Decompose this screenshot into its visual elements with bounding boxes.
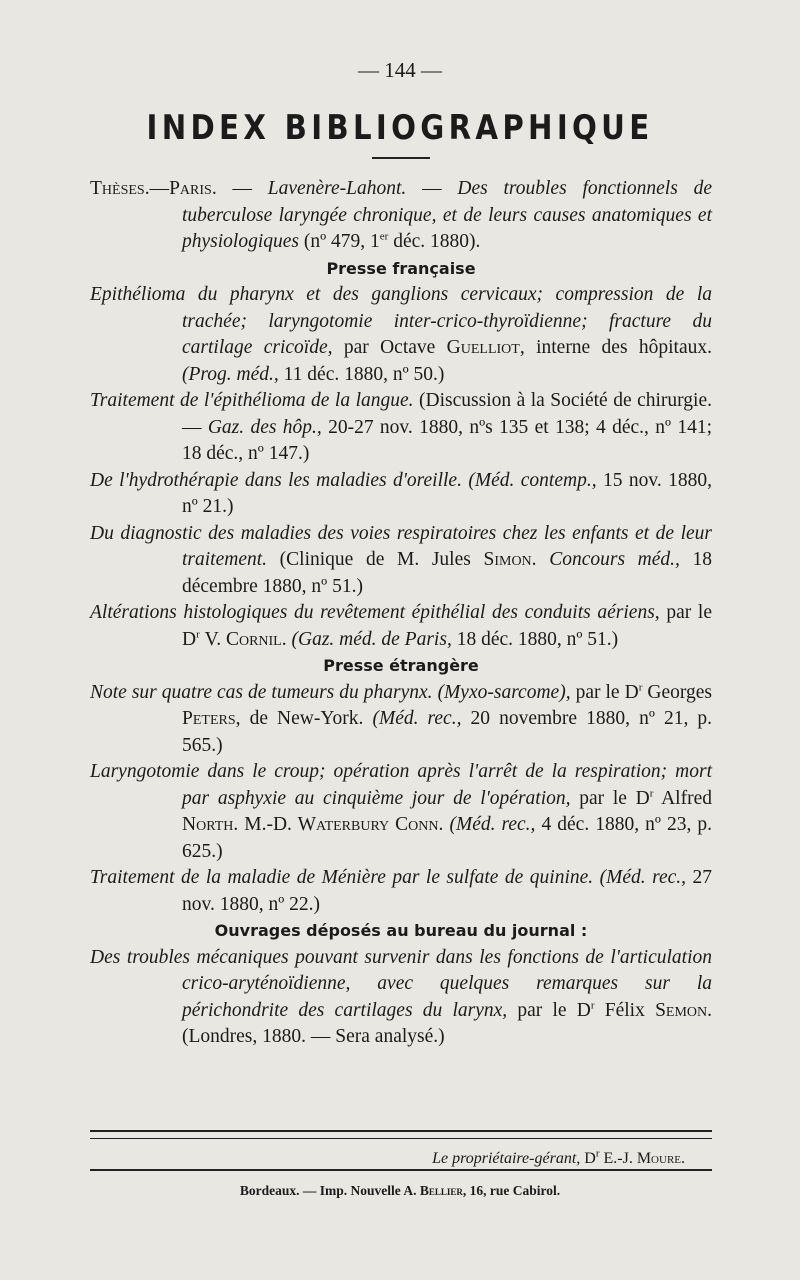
theses-title: Des troubles fonctionnels de tuberculose laryngée chronique, et de leurs causes anatomiques et physiologiques (182, 178, 712, 252)
footer-double-rule (90, 1130, 712, 1139)
e1-title: Epithélioma du pharynx et des ganglions cervicaux; compression de la trachée; laryngotomie inter-crico-thyroïdienne; fracture du cartilage cricoïde, (90, 284, 712, 358)
entry-note-tumeurs (90, 680, 712, 760)
theses-ref-post: déc. 1880). (388, 231, 481, 252)
entry-laryngotomie-croup (90, 759, 712, 865)
e6-ref: 20 novembre 1880, nº 21, p. 565.) (182, 708, 713, 756)
e8-ref: 27 nov. 1880, nº 22.) (182, 867, 712, 915)
entry-troubles-mecaniques (90, 945, 712, 1051)
e4-journal: Concours méd., (549, 549, 680, 570)
entry-traitement-epithelioma (90, 388, 712, 468)
signature-dr-sup: r (595, 1147, 600, 1160)
signature-dr: D (584, 1150, 596, 1167)
e6-sup: r (638, 681, 643, 693)
e2-mid: (Discussion à la Société de chirurgie. — (182, 390, 712, 438)
entry-theses: Thèses.—Paris. — Lavenère-Lahont. — Des troubles fonctionnels de tuberculose laryngée chronique, et de leurs causes anatomiques et physiologiques (nº 479, 1er déc. 1880). (90, 178, 712, 252)
theses-ref-sup: er (379, 230, 389, 243)
e7-journal: (Méd. rec., (449, 814, 536, 835)
e6-name: Georges (647, 681, 712, 703)
printer-pre: Bordeaux. — Imp. Nouvelle A. (239, 1183, 417, 1198)
signature-role: Le propriétaire-gérant, (432, 1150, 581, 1167)
e3-ref: 15 nov. 1880, nº 21.) (182, 469, 713, 517)
entry-hydrotherapie (90, 468, 712, 521)
page-title: INDEX BIBLIOGRAPHIQUE (146, 108, 654, 148)
e1-journal: (Prog. méd., (182, 363, 279, 385)
e8-title: Traitement de la maladie de Ménière par le sulfate de quinine. (90, 867, 594, 888)
e9-title: Des troubles mécaniques pouvant survenir dans les fonctions de l'articulation crico-aryténoïdienne, avec quelques remarques sur la périchondrite des cartilages du larynx, (90, 946, 712, 1021)
e4-author: Simon. (483, 549, 537, 570)
e7-title: Laryngotomie dans le croup; opération après l'arrêt de la respiration; mort par asphyxie au cinquième jour de l'opération, (90, 761, 712, 809)
e7-author: North. M.-D. Waterbury Conn. (182, 814, 444, 835)
e9-sup: r (590, 999, 595, 1011)
e8-journal: (Méd. rec., (599, 867, 687, 888)
e3-title: De l'hydrothérapie dans les maladies d'oreille. (90, 469, 462, 491)
entry-alterations (90, 600, 712, 653)
e5-by: par le D (182, 602, 712, 650)
e6-journal: (Méd. rec., (372, 708, 462, 729)
section-presse-francaise: Presse française (326, 258, 476, 278)
e6-author: Peters, (182, 708, 241, 729)
e7-sup: r (649, 787, 654, 799)
printer-post: 16, rue Cabirol. (469, 1183, 561, 1198)
signature-rule (90, 1169, 712, 1171)
e7-name: Alfred (661, 787, 712, 809)
e4-mid: (Clinique de M. Jules (279, 549, 471, 570)
theses-ref-pre: (nº 479, 1 (303, 231, 380, 252)
theses-label: Thèses. (90, 178, 150, 199)
e9-ref: (Londres, 1880. — Sera analysé.) (182, 1026, 445, 1047)
page-number: — 144 — (358, 58, 442, 82)
e2-journal: Gaz. des hôp., (207, 416, 322, 438)
e9-author: Semon. (655, 999, 713, 1021)
e1-by: par Octave (343, 337, 436, 358)
section-presse-etrangere: Presse étrangère (323, 656, 479, 675)
e2-ref: 20-27 nov. 1880, nºs 135 et 138; 4 déc., nº 141; 18 déc., nº 147.) (182, 416, 712, 464)
theses-author: Lavenère-Lahont. (267, 178, 407, 199)
e1-author: Guelliot, (446, 337, 525, 358)
section-ouvrages-deposes: Ouvrages déposés au bureau du journal : (214, 921, 588, 940)
entry-meniere (90, 865, 712, 918)
e6-by: par le D (575, 681, 639, 703)
e5-author: V. Cornil. (204, 628, 287, 650)
e2-title: Traitement de l'épithélioma de la langue. (90, 390, 414, 411)
e1-ref: 11 déc. 1880, nº 50.) (283, 363, 445, 385)
e3-journal: (Méd. contemp., (468, 469, 597, 491)
e9-by: par le D (517, 999, 591, 1021)
e7-by: par le D (579, 787, 650, 809)
e7-ref: 4 déc. 1880, nº 23, p. 625.) (182, 814, 713, 862)
e5-sup: r (196, 628, 200, 640)
e4-title: Du diagnostic des maladies des voies respiratoires chez les enfants et de leur traitement. (90, 522, 712, 570)
bibliography-body (90, 176, 712, 1051)
entry-diagnostic (90, 521, 712, 601)
e4-ref: 18 décembre 1880, nº 51.) (182, 549, 713, 597)
e5-journal: (Gaz. méd. de Paris, (291, 628, 452, 650)
printer-name: Bellier, (419, 1183, 467, 1198)
title-rule (372, 157, 430, 159)
theses-city: Paris. (169, 178, 217, 199)
e1-mid: interne des hôpitaux. (536, 337, 713, 358)
printer-line (0, 1183, 800, 1199)
e9-name: Félix (604, 999, 645, 1021)
signature-name: E.-J. Moure. (603, 1150, 685, 1167)
e6-title: Note sur quatre cas de tumeurs du pharynx. (Myxo-sarcome), (90, 681, 571, 703)
e5-title: Altérations histologiques du revêtement épithélial des conduits aériens, (90, 602, 660, 623)
signature-line (90, 1147, 685, 1168)
e5-ref: 18 déc. 1880, nº 51.) (456, 628, 619, 650)
e6-mid: de New-York. (249, 708, 364, 729)
entry-epithelioma-pharynx (90, 282, 712, 388)
